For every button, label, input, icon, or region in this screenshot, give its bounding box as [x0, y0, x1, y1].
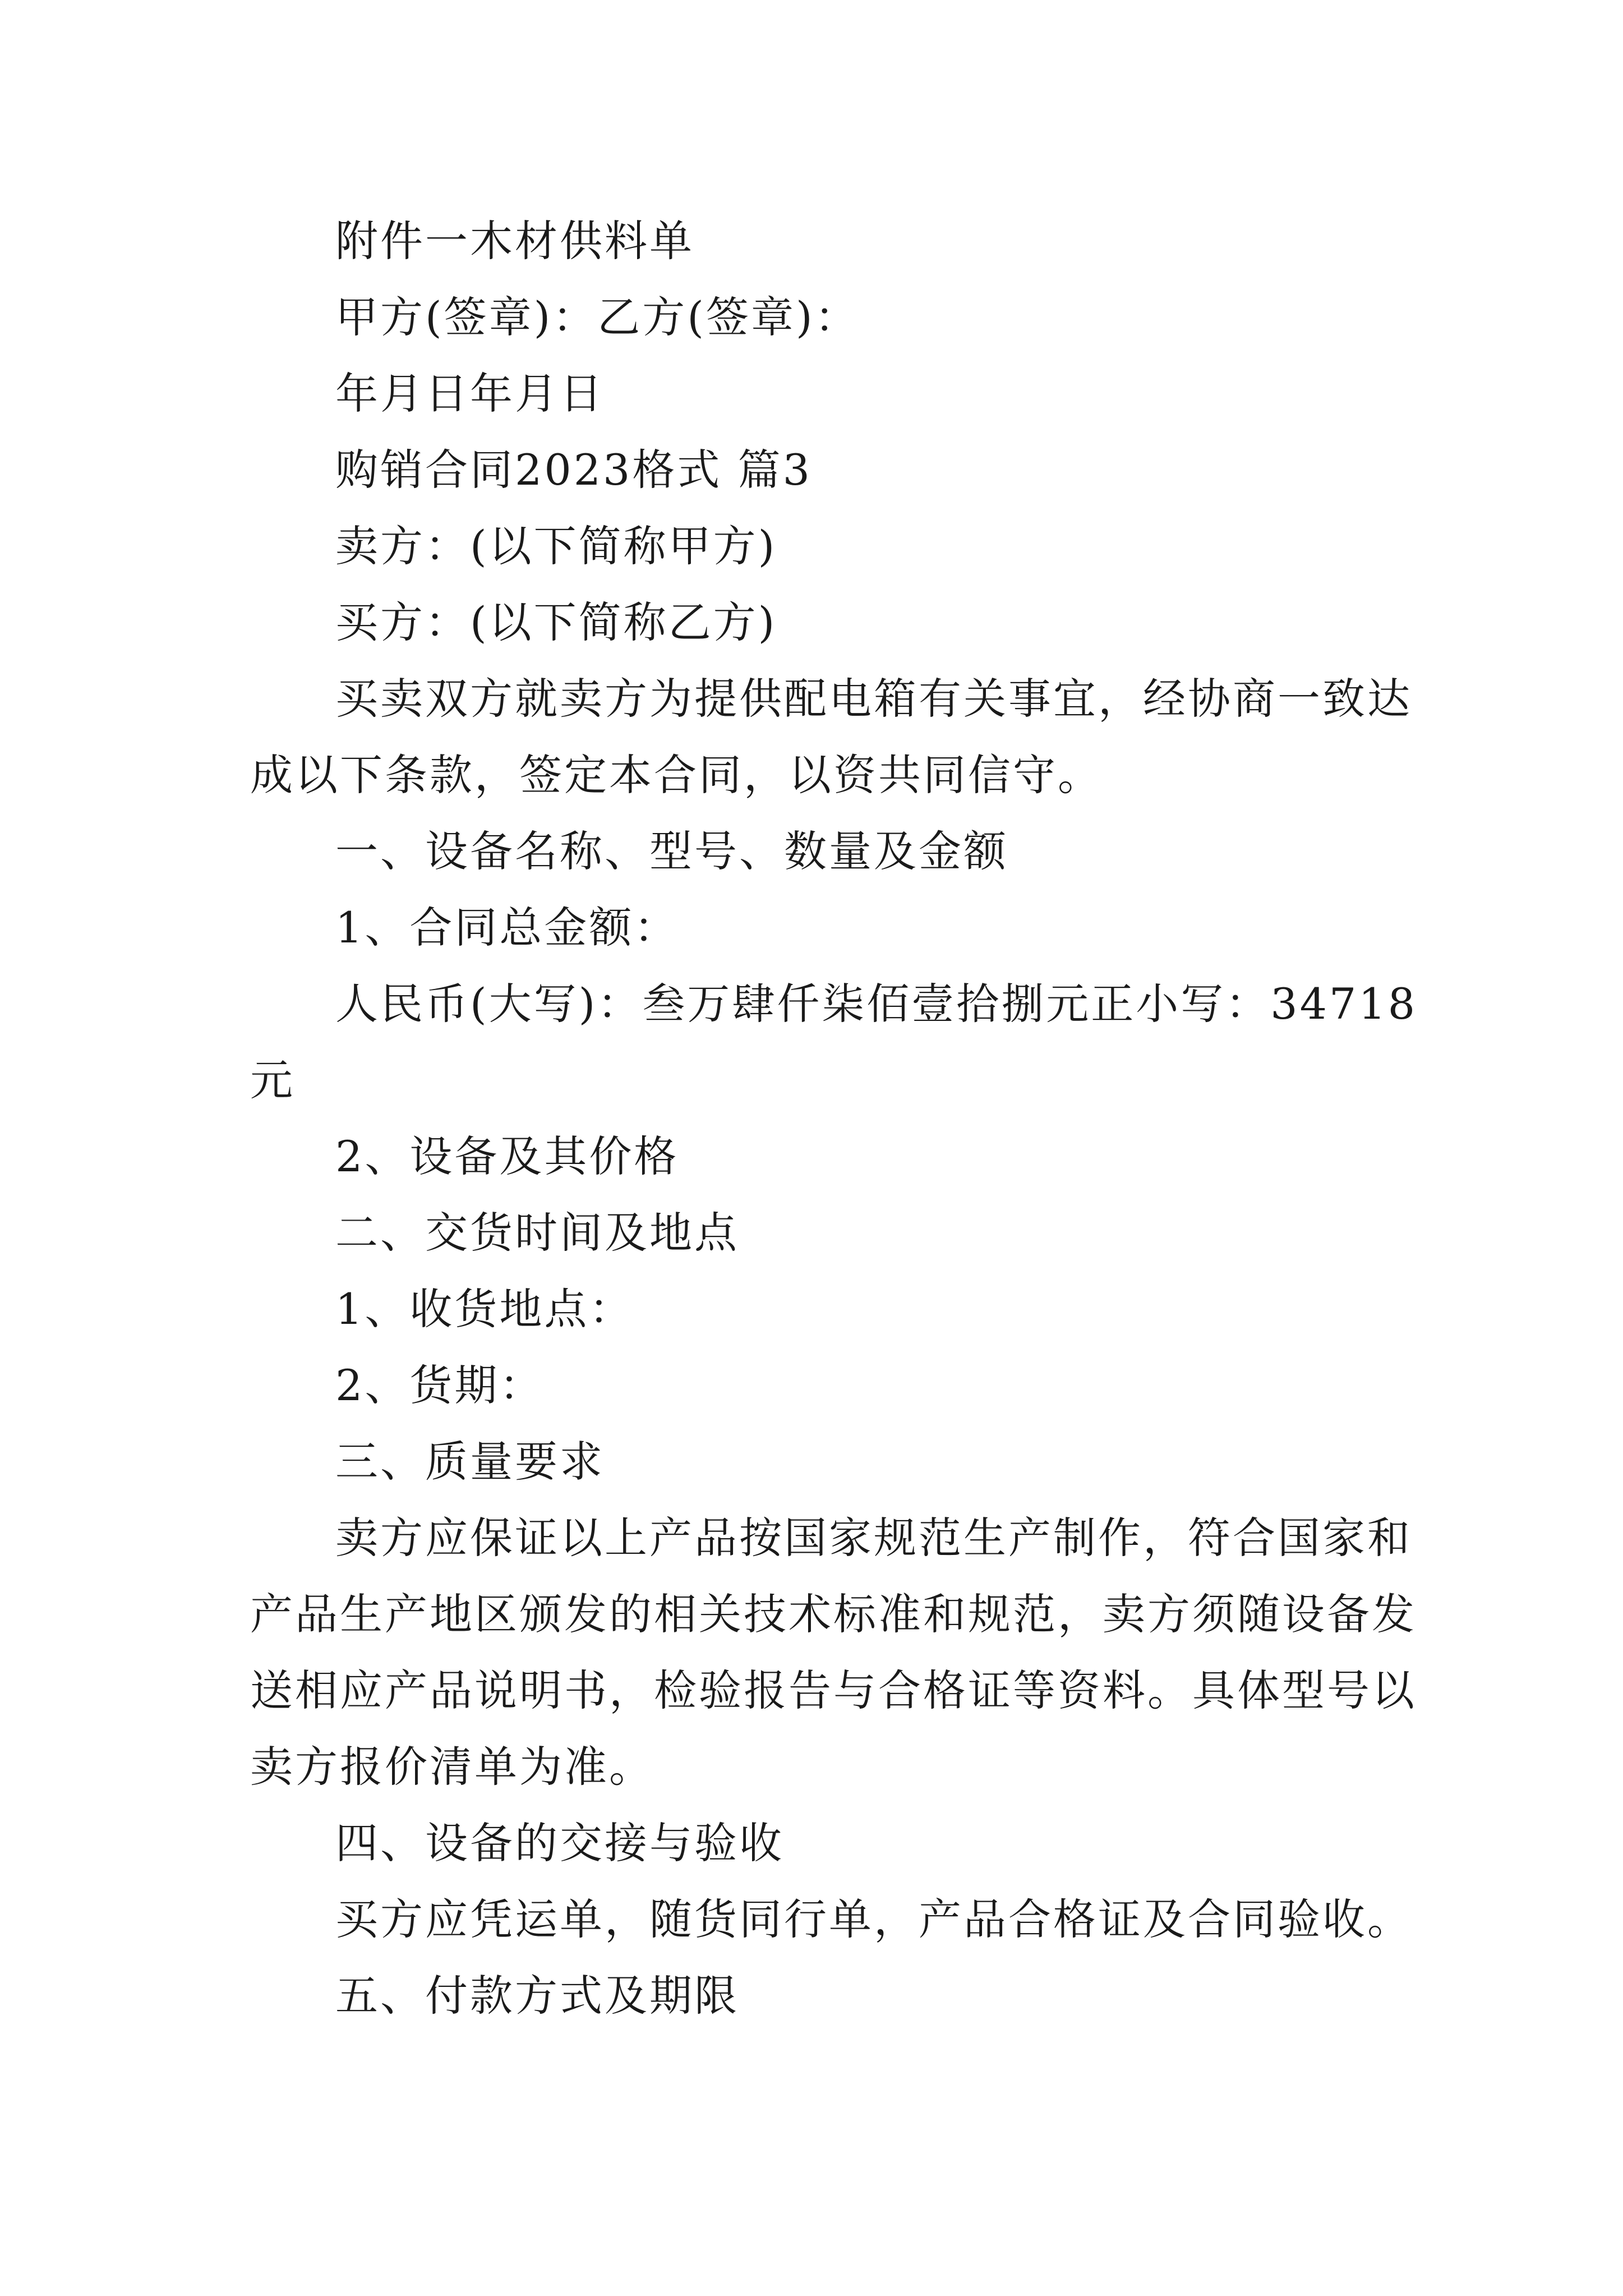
section-heading: 一、设备名称、型号、数量及金额: [335, 826, 1008, 876]
text-line: 卖方：(以下简称甲方): [335, 521, 777, 571]
text-line: 买方：(以下简称乙方): [335, 597, 777, 647]
text-line: 送相应产品说明书，检验报告与合格证等资料。具体型号以: [250, 1665, 1417, 1715]
text-line: 元: [250, 1055, 295, 1105]
section-heading: 二、交货时间及地点: [335, 1208, 739, 1258]
text-line: 2、设备及其价格: [335, 1131, 679, 1181]
section-heading: 购销合同2023格式 篇3: [335, 445, 812, 495]
text-line: 2、货期：: [335, 1360, 545, 1410]
text-line: 附件一木材供料单: [335, 216, 694, 266]
text-line: 卖方报价清单为准。: [250, 1742, 654, 1792]
text-line: 人民币(大写)：叁万肆仟柒佰壹拾捌元正小写：34718: [335, 979, 1418, 1029]
text-line: 甲方(签章)：乙方(签章)：: [335, 292, 860, 342]
text-line: 买方应凭运单，随货同行单，产品合格证及合同验收。: [335, 1894, 1412, 1944]
text-line: 产品生产地区颁发的相关技术标准和规范，卖方须随设备发: [250, 1589, 1417, 1639]
section-heading: 三、质量要求: [335, 1437, 605, 1487]
text-line: 卖方应保证以上产品按国家规范生产制作，符合国家和: [335, 1513, 1412, 1563]
text-line: 1、合同总金额：: [335, 903, 679, 953]
section-heading: 五、付款方式及期限: [335, 1971, 739, 2021]
document-body: [250, 203, 1418, 2034]
section-heading: 四、设备的交接与验收: [335, 1818, 784, 1868]
text-line: 1、收货地点：: [335, 1284, 634, 1334]
text-line: 买卖双方就卖方为提供配电箱有关事宜，经协商一致达: [335, 674, 1412, 724]
text-line: 成以下条款，签定本合同，以资共同信守。: [250, 750, 1103, 800]
text-line: 年月日年月日: [335, 369, 605, 418]
